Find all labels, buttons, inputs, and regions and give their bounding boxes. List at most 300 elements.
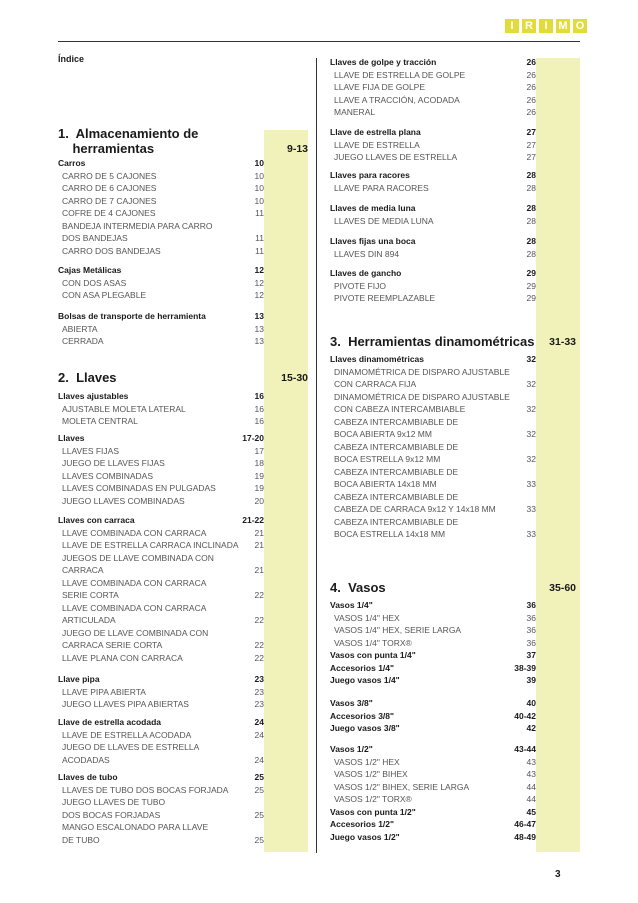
index-entry-item [58, 207, 264, 220]
index-entry-item [58, 232, 264, 245]
entry-label: LLAVE PIPA ABIERTA [62, 686, 146, 697]
entry-page: 24 [254, 729, 264, 740]
entry-label: Llave pipa [58, 674, 100, 684]
entry-label: VASOS 1/4" HEX, SERIE LARGA [334, 625, 462, 635]
entry-page: 10 [254, 158, 264, 168]
index-entry-item [58, 809, 264, 822]
entry-page: 12 [254, 277, 264, 288]
entry-page: 46-47 [514, 819, 536, 829]
entry-label: LLAVE DE ESTRELLA CARRACA INCLINADA [62, 540, 239, 550]
entry-label: JUEGO DE LLAVE COMBINADA CON [62, 627, 209, 638]
section-page-range: 35-60 [549, 582, 576, 594]
entry-label: BOCA ABIERTA 9x12 MM [334, 429, 432, 439]
index-entry-item [58, 195, 264, 208]
entry-page: 21 [254, 540, 264, 550]
index-entry-item [58, 577, 264, 590]
index-entry-heading [58, 432, 264, 445]
entry-page: 45 [526, 806, 536, 817]
entry-page: 42 [526, 723, 536, 733]
index-entry-heading [58, 771, 264, 784]
entry-page: 25 [254, 834, 264, 845]
index-entry-item [330, 793, 536, 806]
entry-page: 36 [526, 600, 536, 610]
entry-label: CON DOS ASAS [62, 277, 127, 288]
entry-label: ARTICULADA [62, 615, 116, 625]
entry-page: 13 [254, 336, 264, 346]
index-entry-item [330, 366, 536, 379]
index-entry-item [330, 94, 536, 107]
entry-page: 27 [526, 152, 536, 162]
section-heading [58, 370, 308, 385]
index-entry-item [58, 445, 264, 458]
entry-page: 26 [526, 82, 536, 92]
logo-letter: O [573, 19, 587, 33]
entry-page: 17 [254, 445, 264, 456]
entry-label: BOCA ABIERTA 14x18 MM [334, 479, 437, 489]
entry-label: LLAVE COMBINADA CON CARRACA [62, 602, 207, 613]
entry-page: 38-39 [514, 662, 536, 673]
entry-page: 21 [254, 527, 264, 538]
header-rule [58, 41, 580, 42]
entry-page: 48-49 [514, 831, 536, 842]
index-entry-item [330, 612, 536, 625]
section-heading [330, 580, 576, 595]
entry-label: Llave de estrella plana [330, 127, 421, 137]
entry-label: JUEGO LLAVES PIPA ABIERTAS [62, 699, 189, 709]
entry-label: JUEGO LLAVES COMBINADAS [62, 495, 185, 506]
entry-page: 21-22 [242, 515, 264, 525]
entry-page: 36 [526, 637, 536, 648]
entry-page: 16 [254, 403, 264, 414]
entry-label: ACODADAS [62, 754, 110, 765]
entry-label: MANERAL [334, 107, 376, 117]
index-entry-heading [330, 169, 536, 182]
entry-page: 11 [255, 233, 264, 243]
entry-label: Vasos 1/2" [330, 744, 373, 754]
entry-page: 28 [526, 248, 536, 259]
index-entry-item [58, 784, 264, 797]
entry-page: 16 [254, 416, 264, 426]
index-entry-heading [330, 56, 536, 69]
entry-label: SERIE CORTA [62, 590, 119, 600]
index-entry-item [330, 503, 536, 516]
entry-page: 28 [526, 203, 536, 213]
index-entry-heading [330, 599, 536, 612]
index-group [58, 310, 264, 348]
entry-page: 32 [526, 354, 536, 364]
entry-page: 23 [254, 674, 264, 684]
entry-label: LLAVES FIJAS [62, 445, 120, 456]
index-entry-heading [58, 390, 264, 403]
entry-page: 11 [255, 245, 264, 256]
entry-page: 32 [526, 379, 536, 389]
index-entry-heading [330, 818, 536, 831]
entry-page: 33 [526, 504, 536, 514]
entry-page: 19 [254, 470, 264, 481]
index-group [330, 56, 536, 119]
entry-page: 32 [526, 454, 536, 464]
index-entry-item [330, 768, 536, 781]
section-title-line: herramientas [58, 141, 155, 156]
index-entry-heading [330, 710, 536, 723]
index-entry-item [58, 323, 264, 336]
entry-page: 23 [254, 699, 264, 709]
entry-page: 11 [255, 208, 264, 218]
entry-label: CON CARRACA FIJA [334, 379, 417, 389]
index-entry-item [330, 466, 536, 479]
entry-page: 21 [254, 565, 264, 575]
entry-label: Juego vasos 1/4" [330, 675, 400, 685]
entry-page: 10 [254, 183, 264, 193]
index-entry-item [58, 245, 264, 258]
entry-page: 23 [254, 686, 264, 697]
entry-label: VASOS 1/4" TORX® [334, 637, 412, 648]
index-entry-item [58, 482, 264, 495]
entry-label: CARRO DE 6 CAJONES [62, 183, 157, 193]
entry-page: 12 [254, 265, 264, 275]
entry-page: 18 [254, 458, 264, 468]
entry-page: 27 [526, 127, 536, 137]
index-entry-item [330, 151, 536, 164]
entry-page: 22 [254, 590, 264, 600]
index-entry-item [58, 277, 264, 290]
index-entry-item [330, 280, 536, 293]
index-group [58, 716, 264, 766]
entry-label: LLAVE A TRACCIÓN, ACODADA [334, 94, 460, 105]
index-entry-item [58, 495, 264, 508]
entry-label: JUEGO LLAVES DE TUBO [62, 797, 166, 807]
index-group [58, 432, 264, 507]
index-entry-heading [330, 806, 536, 819]
entry-label: BOCA ESTRELLA 14x18 MM [334, 529, 446, 539]
index-entry-item [330, 215, 536, 228]
entry-page: 13 [254, 311, 264, 321]
entry-label: Vasos 1/4" [330, 600, 373, 610]
index-entry-item [58, 834, 264, 847]
entry-label: CABEZA INTERCAMBIABLE DE [334, 441, 459, 452]
entry-label: LLAVE DE ESTRELLA DE GOLPE [334, 69, 466, 80]
index-entry-item [330, 637, 536, 650]
entry-page: 40-42 [514, 710, 536, 721]
irimo-logo [505, 19, 587, 33]
index-entry-item [330, 528, 536, 541]
index-entry-item [330, 182, 536, 195]
entry-page: 44 [526, 781, 536, 792]
logo-letter: I [539, 19, 553, 33]
entry-label: Vasos con punta 1/4" [330, 650, 416, 660]
entry-label: CABEZA INTERCAMBIABLE DE [334, 416, 459, 427]
entry-label: DE TUBO [62, 834, 100, 845]
index-entry-heading [330, 697, 536, 710]
entry-page: 25 [254, 784, 264, 795]
entry-label: ABIERTA [62, 323, 98, 334]
index-entry-item [330, 428, 536, 441]
entry-label: CABEZA INTERCAMBIABLE DE [334, 491, 459, 502]
index-entry-heading [58, 264, 264, 277]
entry-label: AJUSTABLE MOLETA LATERAL [62, 403, 186, 414]
entry-page: 26 [526, 69, 536, 80]
entry-page: 28 [526, 170, 536, 180]
section-title-line: 1. Almacenamiento de [58, 126, 199, 141]
index-group [330, 697, 536, 735]
entry-page: 43 [526, 769, 536, 779]
entry-label: DINAMOMÉTRICA DE DISPARO AJUSTABLE [334, 366, 510, 377]
entry-page: 25 [254, 772, 264, 782]
entry-label: LLAVES DE MEDIA LUNA [334, 215, 434, 226]
index-entry-heading [58, 310, 264, 323]
entry-page: 33 [526, 479, 536, 489]
entry-page: 25 [254, 809, 264, 820]
index-group [58, 673, 264, 711]
entry-label: CON ASA PLEGABLE [62, 290, 147, 300]
entry-label: Llaves de golpe y tracción [330, 57, 437, 67]
index-group [330, 126, 536, 164]
index-entry-item [58, 821, 264, 834]
index-entry-item [330, 139, 536, 152]
section-title-line: 2. Llaves [58, 370, 117, 385]
entry-label: JUEGO DE LLAVES FIJAS [62, 458, 165, 468]
entry-page: 29 [526, 293, 536, 303]
column-separator [316, 58, 317, 853]
index-entry-item [330, 453, 536, 466]
entry-page: 13 [254, 323, 264, 334]
index-entry-heading [330, 126, 536, 139]
index-group [58, 771, 264, 846]
index-entry-item [58, 170, 264, 183]
entry-label: VASOS 1/4" HEX [334, 612, 400, 623]
index-entry-item [58, 729, 264, 742]
entry-label: Llaves de gancho [330, 268, 402, 278]
index-entry-heading [330, 353, 536, 366]
section-title-line: 3. Herramientas dinamométricas [330, 334, 535, 349]
entry-page: 32 [526, 404, 536, 414]
entry-label: Llaves para racores [330, 170, 410, 180]
entry-label: CABEZA DE CARRACA 9x12 Y 14x18 MM [334, 504, 496, 514]
entry-label: Llaves [58, 433, 85, 443]
entry-label: Llaves de tubo [58, 772, 118, 782]
entry-label: CARRO DE 7 CAJONES [62, 195, 157, 206]
index-entry-heading [330, 267, 536, 280]
index-entry-heading [330, 743, 536, 756]
index-entry-item [58, 457, 264, 470]
index-group [58, 157, 264, 257]
entry-page: 28 [526, 182, 536, 193]
section-band-3-4 [536, 58, 580, 852]
entry-page: 17-20 [242, 433, 264, 443]
entry-label: JUEGO DE LLAVES DE ESTRELLA [62, 742, 200, 752]
entry-label: VASOS 1/2" BIHEX [334, 769, 408, 779]
entry-page: 44 [526, 794, 536, 804]
index-entry-item [330, 624, 536, 637]
index-group [330, 743, 536, 843]
page-number: 3 [555, 869, 561, 880]
entry-label: LLAVE DE ESTRELLA [334, 139, 420, 150]
index-entry-item [330, 81, 536, 94]
index-entry-heading [58, 514, 264, 527]
entry-label: PIVOTE REEMPLAZABLE [334, 293, 436, 303]
index-entry-heading [330, 722, 536, 735]
index-entry-item [330, 516, 536, 529]
entry-label: CON CABEZA INTERCAMBIABLE [334, 404, 466, 414]
entry-label: CERRADA [62, 336, 104, 346]
index-entry-item [330, 441, 536, 454]
entry-label: JUEGO LLAVES DE ESTRELLA [334, 152, 458, 162]
entry-label: VASOS 1/2" BIHEX, SERIE LARGA [334, 781, 470, 792]
entry-label: LLAVE PARA RACORES [334, 182, 429, 193]
entry-page: 16 [254, 391, 264, 401]
index-group [58, 514, 264, 664]
entry-label: VASOS 1/2" HEX [334, 756, 400, 767]
entry-page: 26 [526, 94, 536, 105]
index-entry-item [330, 491, 536, 504]
index-entry-heading [330, 202, 536, 215]
index-entry-item [58, 741, 264, 754]
index-entry-item [58, 754, 264, 767]
entry-label: VASOS 1/2" TORX® [334, 794, 412, 804]
entry-label: PIVOTE FIJO [334, 280, 386, 291]
section-page-range: 31-33 [549, 336, 576, 348]
index-entry-item [58, 403, 264, 416]
index-entry-item [58, 539, 264, 552]
entry-label: LLAVE COMBINADA CON CARRACA [62, 577, 207, 588]
entry-label: MOLETA CENTRAL [62, 416, 138, 426]
index-entry-item [58, 527, 264, 540]
entry-label: CARRO DOS BANDEJAS [62, 245, 161, 256]
entry-page: 32 [526, 429, 536, 439]
logo-letter: R [522, 19, 536, 33]
index-group [330, 599, 536, 687]
index-entry-item [330, 106, 536, 119]
entry-page: 43-44 [514, 744, 536, 754]
entry-label: Llaves ajustables [58, 391, 129, 401]
entry-page: 36 [526, 625, 536, 635]
index-entry-item [330, 756, 536, 769]
entry-page: 40 [526, 698, 536, 708]
entry-label: Bolsas de transporte de herramienta [58, 311, 206, 321]
entry-label: Vasos 3/8" [330, 698, 373, 708]
entry-label: LLAVES DE TUBO DOS BOCAS FORJADA [62, 784, 229, 795]
entry-label: CARRACA [62, 565, 104, 575]
entry-page: 20 [254, 495, 264, 506]
entry-page: 22 [254, 640, 264, 650]
index-entry-item [58, 639, 264, 652]
entry-page: 10 [254, 195, 264, 206]
entry-label: Juego vasos 3/8" [330, 723, 400, 733]
index-entry-item [330, 292, 536, 305]
entry-label: LLAVES COMBINADAS [62, 470, 154, 481]
entry-page: 27 [526, 139, 536, 150]
entry-label: LLAVE DE ESTRELLA ACODADA [62, 729, 192, 740]
index-entry-item [58, 686, 264, 699]
index-entry-item [58, 415, 264, 428]
index-group [330, 169, 536, 194]
logo-letter: I [505, 19, 519, 33]
index-group [330, 235, 536, 260]
entry-label: BOCA ESTRELLA 9x12 MM [334, 454, 441, 464]
index-entry-item [58, 335, 264, 348]
entry-label: Accesorios 1/2" [330, 819, 395, 829]
index-entry-item [330, 478, 536, 491]
index-entry-item [58, 796, 264, 809]
entry-label: CABEZA INTERCAMBIABLE DE [334, 466, 459, 477]
index-group [58, 264, 264, 302]
index-entry-heading [330, 662, 536, 675]
entry-page: 39 [526, 675, 536, 685]
entry-page: 29 [526, 268, 536, 278]
entry-label: Llave de estrella acodada [58, 717, 161, 727]
entry-label: MANGO ESCALONADO PARA LLAVE [62, 822, 209, 832]
entry-page: 10 [254, 170, 264, 181]
entry-label: Llaves con carraca [58, 515, 135, 525]
section-heading [58, 126, 308, 156]
entry-label: LLAVE COMBINADA CON CARRACA [62, 527, 207, 538]
index-entry-item [330, 416, 536, 429]
entry-label: LLAVE FIJA DE GOLPE [334, 82, 426, 92]
index-entry-heading [58, 673, 264, 686]
entry-page: 22 [254, 615, 264, 625]
entry-page: 29 [526, 280, 536, 291]
entry-label: Llaves de media luna [330, 203, 416, 213]
index-entry-item [330, 248, 536, 261]
entry-page: 24 [254, 754, 264, 765]
section-page-range: 15-30 [281, 372, 308, 384]
index-entry-heading [58, 157, 264, 170]
entry-label: CARRACA SERIE CORTA [62, 640, 163, 650]
entry-label: DOS BANDEJAS [62, 233, 128, 243]
entry-label: LLAVES DIN 894 [334, 248, 400, 259]
index-entry-item [330, 378, 536, 391]
index-entry-item [58, 698, 264, 711]
index-entry-item [330, 781, 536, 794]
entry-label: Juego vasos 1/2" [330, 831, 400, 842]
entry-label: CARRO DE 5 CAJONES [62, 170, 157, 181]
entry-label: Cajas Metálicas [58, 265, 122, 275]
section-heading [330, 334, 576, 349]
index-group [330, 202, 536, 227]
index-entry-heading [330, 649, 536, 662]
entry-label: BANDEJA INTERMEDIA PARA CARRO [62, 220, 213, 231]
entry-label: Accesorios 1/4" [330, 662, 395, 673]
index-entry-item [58, 614, 264, 627]
index-entry-item [58, 289, 264, 302]
entry-label: Accesorios 3/8" [330, 710, 395, 721]
entry-page: 26 [526, 107, 536, 117]
entry-label: COFRE DE 4 CAJONES [62, 208, 156, 218]
entry-label: CABEZA INTERCAMBIABLE DE [334, 516, 459, 527]
entry-label: DOS BOCAS FORJADAS [62, 809, 161, 820]
entry-label: Llaves dinamométricas [330, 354, 425, 364]
section-band-1-2 [264, 130, 308, 852]
index-entry-item [330, 403, 536, 416]
entry-label: LLAVE PLANA CON CARRACA [62, 652, 183, 663]
section-page-range: 9-13 [286, 143, 308, 155]
section-title-line: 4. Vasos [330, 580, 386, 595]
entry-page: 19 [254, 483, 264, 493]
entry-page: 37 [526, 650, 536, 660]
entry-page: 28 [526, 236, 536, 246]
entry-label: DINAMOMÉTRICA DE DISPARO AJUSTABLE [334, 391, 510, 402]
index-entry-item [330, 391, 536, 404]
entry-page: 22 [254, 652, 264, 663]
entry-page: 26 [526, 57, 536, 67]
index-entry-item [58, 652, 264, 665]
page-title: Índice [58, 54, 85, 64]
index-entry-item [58, 182, 264, 195]
entry-page: 43 [526, 756, 536, 767]
entry-label: Llaves fijas una boca [330, 236, 416, 246]
index-group [58, 390, 264, 428]
entry-page: 12 [254, 290, 264, 300]
